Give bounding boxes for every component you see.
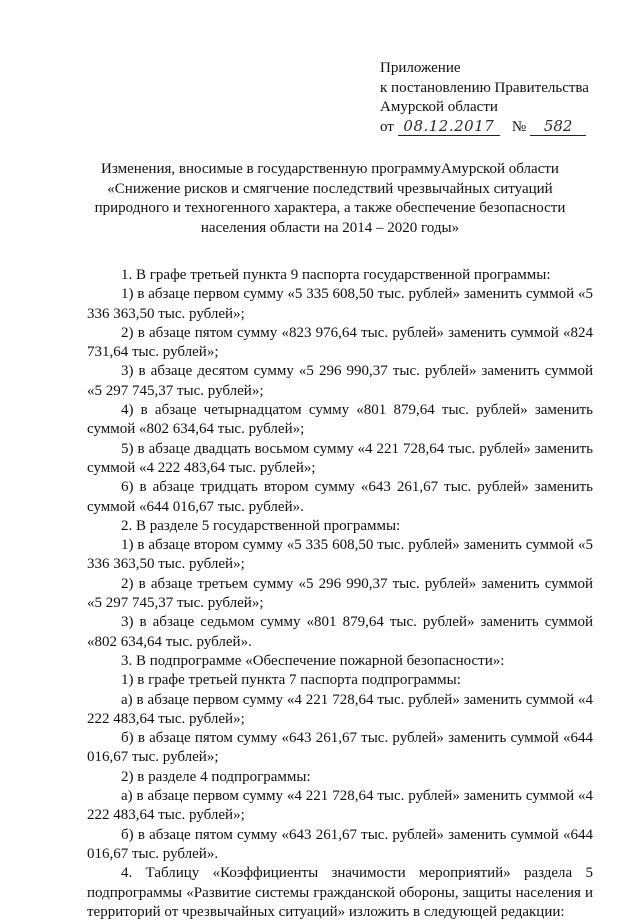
appendix-label: Приложение: [380, 60, 461, 76]
title-line: «Снижение рисков и смягчение последствий чрезвычайных ситуаций: [107, 180, 553, 197]
appendix-resolution-line: к постановлению Правительства: [380, 79, 589, 96]
paragraph: 2) в разделе 4 подпрограммы:: [121, 768, 311, 785]
paragraph: б) в абзаце пятом сумму «643 261,67 тыс. рублей» заменить суммой «644 016,67 тыс. рублей».: [87, 826, 593, 862]
appendix-region-line: Амурской области: [380, 99, 498, 115]
title-line: Изменения, вносимые в государственную программуАмурской области: [101, 161, 559, 177]
document-title: [70, 160, 590, 238]
paragraph: 6) в абзаце тридцать втором сумму «643 261,67 тыс. рублей» заменить суммой «644 016,67 тыс. рублей».: [87, 479, 593, 515]
paragraph: а) в абзаце первом сумму «4 221 728,64 тыс. рублей» заменить суммой «4 222 483,64 тыс. рублей»;: [87, 691, 593, 727]
paragraph: 3. В подпрограмме «Обеспечение пожарной безопасности»:: [121, 652, 505, 669]
paragraph: 2) в абзаце пятом сумму «823 976,64 тыс. рублей» заменить суммой «824 731,64 тыс. рублей»;: [87, 324, 593, 361]
handwritten-number: 582: [530, 118, 586, 136]
from-label: от: [380, 118, 394, 135]
paragraph: 1) в абзаце первом сумму «5 335 608,50 тыс. рублей» заменить суммой «5 336 363,50 тыс. рублей»;: [87, 286, 593, 322]
paragraph: 3) в абзаце седьмом сумму «801 879,64 тыс. рублей» заменить суммой «802 634,64 тыс. рублей».: [87, 614, 593, 650]
title-line: населения области на 2014 – 2020 годы»: [200, 219, 460, 236]
paragraph: 1) в графе третьей пункта 7 паспорта подпрограммы:: [121, 672, 461, 689]
paragraph: 2) в абзаце третьем сумму «5 296 990,37 тыс. рублей» заменить суммой «5 297 745,37 тыс. рублей»;: [87, 575, 593, 612]
appendix-date-number-line: [380, 118, 630, 138]
paragraph: б) в абзаце пятом сумму «643 261,67 тыс. рублей» заменить суммой «644 016,67 тыс. рублей»;: [87, 730, 593, 766]
number-label: №: [511, 118, 527, 135]
paragraph: 4. Таблицу «Коэффициенты значимости мероприятий» раздела 5 подпрограммы «Развитие системы гражданской обороны, защиты населения и территорий от чрезвычайных ситуаций» изложить в следующей редакции:: [87, 865, 593, 920]
document-body: [87, 266, 593, 922]
paragraph: 1. В графе третьей пункта 9 паспорта государственной программы:: [121, 267, 551, 283]
paragraph: а) в абзаце первом сумму «4 221 728,64 тыс. рублей» заменить суммой «4 222 483,64 тыс. рублей»;: [87, 788, 593, 824]
paragraph: 2. В разделе 5 государственной программы:: [121, 517, 401, 534]
paragraph: 4) в абзаце четырнадцатом сумму «801 879,64 тыс. рублей» заменить суммой «802 634,64 тыс. рублей»;: [87, 402, 593, 438]
appendix-header: [380, 59, 630, 137]
handwritten-date: 08.12.2017: [398, 118, 500, 136]
title-line: природного и техногенного характера, а также обеспечение безопасности: [94, 200, 566, 216]
paragraph: 1) в абзаце втором сумму «5 335 608,50 тыс. рублей» заменить суммой «5 336 363,50 тыс. рублей»;: [87, 537, 593, 573]
paragraph: 5) в абзаце двадцать восьмом сумму «4 221 728,64 тыс. рублей» заменить суммой «4 222 483,64 тыс. рублей»;: [87, 440, 593, 476]
paragraph: 3) в абзаце десятом сумму «5 296 990,37 тыс. рублей» заменить суммой «5 297 745,37 тыс. рублей»;: [87, 363, 593, 399]
